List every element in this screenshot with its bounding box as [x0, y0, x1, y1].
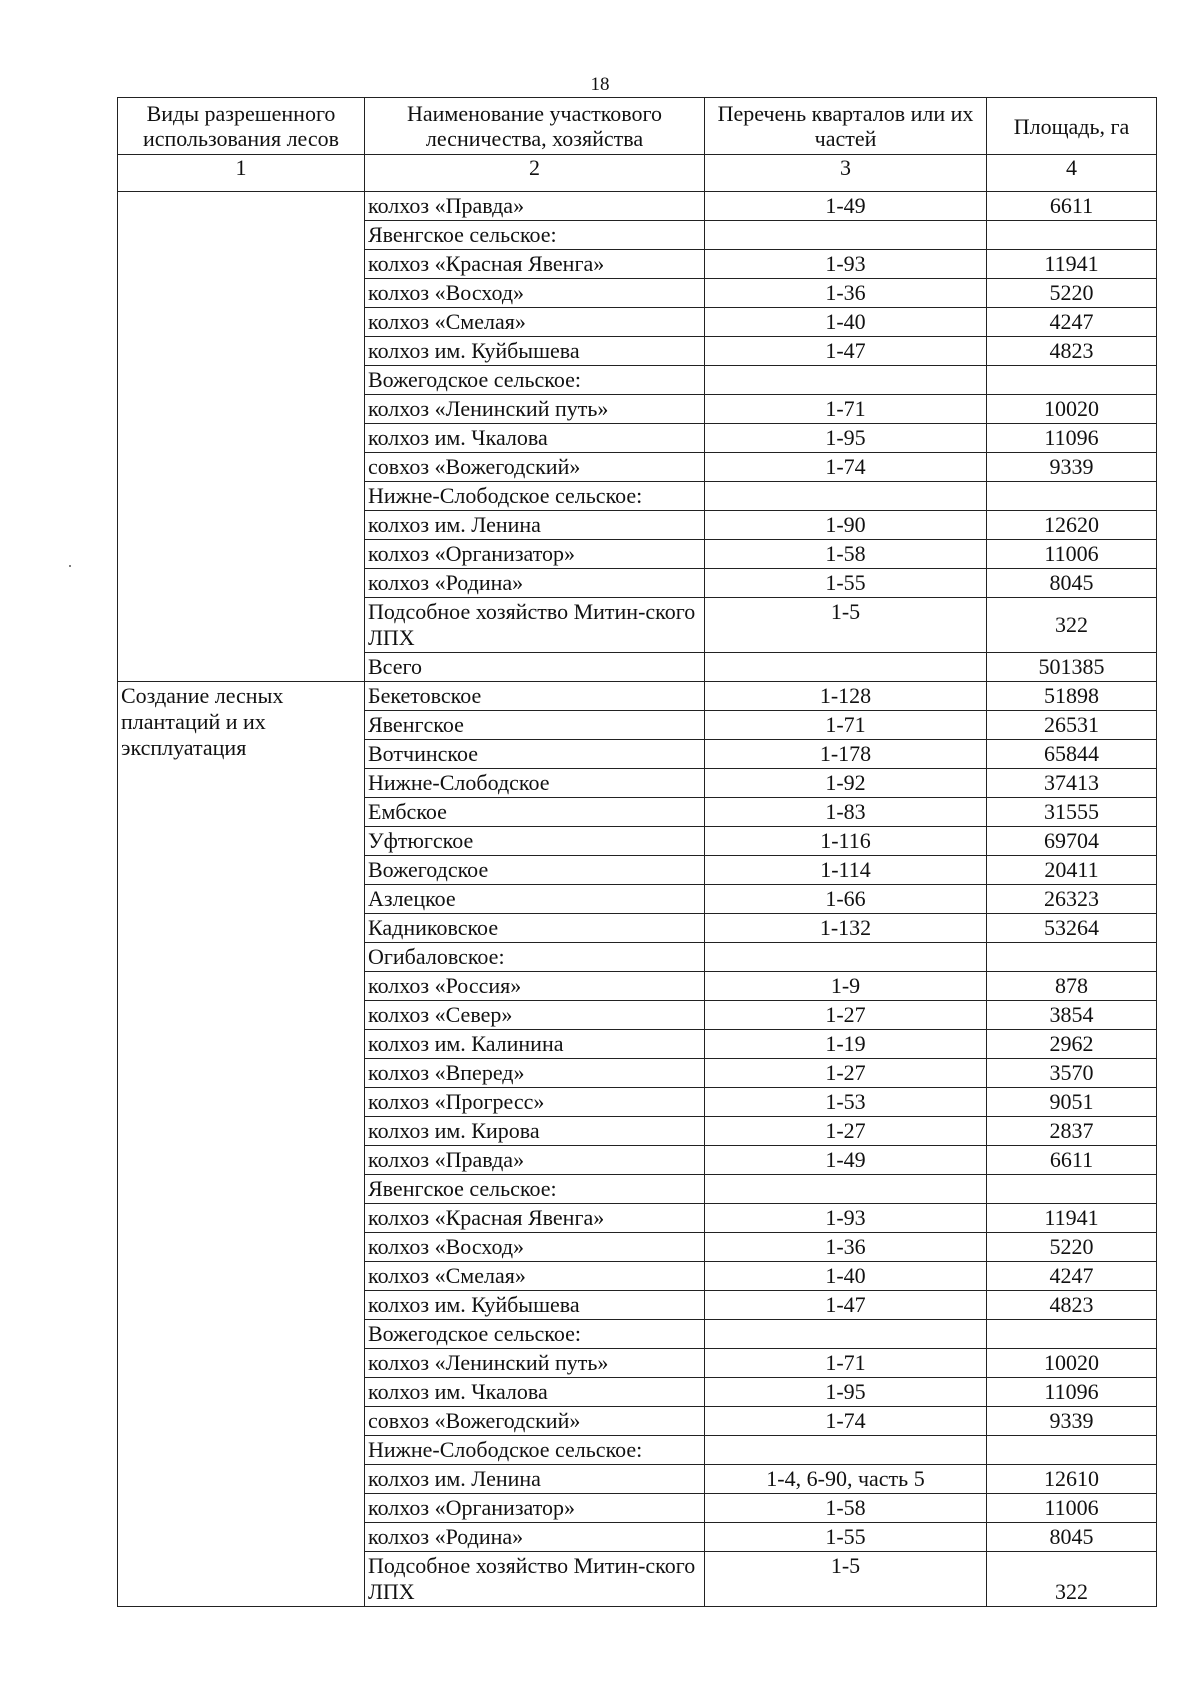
forestry-name-cell: колхоз им. Ленина [365, 511, 705, 540]
forestry-name-cell: Кадниковское [365, 914, 705, 943]
forestry-name-cell: совхоз «Вожегодский» [365, 1407, 705, 1436]
area-cell: 4247 [987, 1262, 1157, 1291]
area-cell: 69704 [987, 827, 1157, 856]
area-cell: 11006 [987, 540, 1157, 569]
forestry-name-cell: Азлецкое [365, 885, 705, 914]
quarters-cell: 1-116 [705, 827, 987, 856]
area-cell: 11006 [987, 1494, 1157, 1523]
quarters-cell: 1-5 [705, 1552, 987, 1607]
forestry-name-cell: колхоз им. Чкалова [365, 1378, 705, 1407]
area-cell: 9339 [987, 453, 1157, 482]
area-cell: 11941 [987, 1204, 1157, 1233]
quarters-cell [705, 653, 987, 682]
quarters-cell: 1-132 [705, 914, 987, 943]
area-cell: 6611 [987, 1146, 1157, 1175]
quarters-cell: 1-47 [705, 1291, 987, 1320]
quarters-cell: 1-4, 6-90, часть 5 [705, 1465, 987, 1494]
quarters-cell: 1-95 [705, 424, 987, 453]
forestry-name-cell: Подсобное хозяйство Митин-ского ЛПХ [365, 598, 705, 653]
forestry-name-cell: колхоз «Правда» [365, 192, 705, 221]
area-cell: 12610 [987, 1465, 1157, 1494]
quarters-cell: 1-27 [705, 1001, 987, 1030]
area-cell: 12620 [987, 511, 1157, 540]
forestry-name-cell: Нижне-Слободское сельское: [365, 1436, 705, 1465]
forestry-name-cell: колхоз «Правда» [365, 1146, 705, 1175]
column-number-2: 2 [365, 155, 705, 192]
area-cell [987, 1320, 1157, 1349]
quarters-cell: 1-49 [705, 1146, 987, 1175]
forestry-name-cell: колхоз «Красная Явенга» [365, 250, 705, 279]
quarters-cell: 1-92 [705, 769, 987, 798]
forestry-name-cell: Вожегодское сельское: [365, 1320, 705, 1349]
quarters-cell: 1-40 [705, 308, 987, 337]
forestry-name-cell: Вотчинское [365, 740, 705, 769]
quarters-cell: 1-36 [705, 1233, 987, 1262]
column-number-3: 3 [705, 155, 987, 192]
area-cell [987, 1175, 1157, 1204]
quarters-cell: 1-5 [705, 598, 987, 653]
area-cell: 11941 [987, 250, 1157, 279]
forestry-name-cell: колхоз «Прогресс» [365, 1088, 705, 1117]
quarters-cell: 1-90 [705, 511, 987, 540]
quarters-cell: 1-83 [705, 798, 987, 827]
quarters-cell [705, 1175, 987, 1204]
quarters-cell [705, 482, 987, 511]
forestry-name-cell: колхоз «Родина» [365, 1523, 705, 1552]
forestry-name-cell: Нижне-Слободское сельское: [365, 482, 705, 511]
quarters-cell: 1-55 [705, 1523, 987, 1552]
quarters-cell: 1-47 [705, 337, 987, 366]
forestry-name-cell: колхоз «Ленинский путь» [365, 395, 705, 424]
quarters-cell: 1-27 [705, 1117, 987, 1146]
area-cell: 53264 [987, 914, 1157, 943]
column-number-row [118, 155, 1157, 192]
area-cell: 322 [987, 598, 1157, 653]
area-cell: 5220 [987, 279, 1157, 308]
page-number: 18 [590, 74, 610, 95]
area-cell: 37413 [987, 769, 1157, 798]
forestry-name-cell: колхоз «Восход» [365, 1233, 705, 1262]
area-cell: 878 [987, 972, 1157, 1001]
quarters-cell: 1-36 [705, 279, 987, 308]
area-cell: 26323 [987, 885, 1157, 914]
quarters-cell: 1-71 [705, 395, 987, 424]
area-cell [987, 943, 1157, 972]
forestry-name-cell: Уфтюгское [365, 827, 705, 856]
quarters-cell: 1-95 [705, 1378, 987, 1407]
quarters-cell: 1-58 [705, 1494, 987, 1523]
forestry-name-cell: колхоз «Вперед» [365, 1059, 705, 1088]
forestry-name-cell: колхоз «Россия» [365, 972, 705, 1001]
quarters-cell [705, 366, 987, 395]
area-cell: 501385 [987, 653, 1157, 682]
forestry-name-cell: колхоз «Смелая» [365, 1262, 705, 1291]
area-cell: 20411 [987, 856, 1157, 885]
forestry-name-cell: Нижне-Слободское [365, 769, 705, 798]
quarters-cell: 1-71 [705, 1349, 987, 1378]
quarters-cell: 1-178 [705, 740, 987, 769]
scan-speck [69, 565, 71, 567]
area-cell: 4247 [987, 308, 1157, 337]
column-number-4: 4 [987, 155, 1157, 192]
table-body [118, 192, 1157, 1607]
quarters-cell: 1-93 [705, 250, 987, 279]
area-cell: 8045 [987, 1523, 1157, 1552]
forestry-name-cell: колхоз им. Куйбышева [365, 1291, 705, 1320]
forestry-name-cell: колхоз им. Калинина [365, 1030, 705, 1059]
forestry-name-cell: колхоз им. Ленина [365, 1465, 705, 1494]
quarters-cell: 1-40 [705, 1262, 987, 1291]
quarters-cell: 1-27 [705, 1059, 987, 1088]
header-area: Площадь, га [987, 98, 1157, 155]
area-cell: 9339 [987, 1407, 1157, 1436]
area-cell [987, 1436, 1157, 1465]
forestry-name-cell: Бекетовское [365, 682, 705, 711]
use-type-cell [118, 192, 365, 682]
quarters-cell: 1-19 [705, 1030, 987, 1059]
forestry-name-cell: колхоз «Красная Явенга» [365, 1204, 705, 1233]
area-cell: 5220 [987, 1233, 1157, 1262]
table-header [118, 98, 1157, 192]
column-number-1: 1 [118, 155, 365, 192]
forestry-name-cell: колхоз им. Куйбышева [365, 337, 705, 366]
forestry-name-cell: колхоз «Ленинский путь» [365, 1349, 705, 1378]
forestry-name-cell: Явенгское [365, 711, 705, 740]
area-cell: 3854 [987, 1001, 1157, 1030]
quarters-cell [705, 943, 987, 972]
quarters-cell: 1-9 [705, 972, 987, 1001]
forestry-name-cell: Вожегодское сельское: [365, 366, 705, 395]
area-cell: 31555 [987, 798, 1157, 827]
quarters-cell: 1-74 [705, 1407, 987, 1436]
area-cell: 10020 [987, 1349, 1157, 1378]
area-cell: 10020 [987, 395, 1157, 424]
forestry-name-cell: Явенгское сельское: [365, 221, 705, 250]
forestry-name-cell: Ембское [365, 798, 705, 827]
quarters-cell: 1-128 [705, 682, 987, 711]
forestry-name-cell: Подсобное хозяйство Митин-ского ЛПХ [365, 1552, 705, 1607]
forestry-name-cell: совхоз «Вожегодский» [365, 453, 705, 482]
area-cell: 4823 [987, 1291, 1157, 1320]
quarters-cell [705, 1436, 987, 1465]
forestry-name-cell: колхоз «Смелая» [365, 308, 705, 337]
area-cell: 322 [987, 1552, 1157, 1607]
header-forestry-name: Наименование участкового лесничества, хозяйства [365, 98, 705, 155]
quarters-cell [705, 221, 987, 250]
area-cell: 11096 [987, 1378, 1157, 1407]
area-cell: 11096 [987, 424, 1157, 453]
area-cell: 6611 [987, 192, 1157, 221]
quarters-cell: 1-71 [705, 711, 987, 740]
forest-use-table [117, 97, 1157, 1607]
forestry-name-cell: колхоз «Восход» [365, 279, 705, 308]
quarters-cell: 1-53 [705, 1088, 987, 1117]
area-cell: 2962 [987, 1030, 1157, 1059]
forestry-name-cell: Вожегодское [365, 856, 705, 885]
area-cell: 51898 [987, 682, 1157, 711]
forestry-name-cell: колхоз им. Кирова [365, 1117, 705, 1146]
forestry-name-cell: колхоз «Организатор» [365, 540, 705, 569]
forestry-name-cell: колхоз «Север» [365, 1001, 705, 1030]
area-cell [987, 366, 1157, 395]
forestry-name-cell: колхоз им. Чкалова [365, 424, 705, 453]
quarters-cell: 1-93 [705, 1204, 987, 1233]
use-type-cell: Создание лесных плантаций и их эксплуатация [118, 682, 365, 1607]
table-row [118, 682, 1157, 711]
area-cell: 4823 [987, 337, 1157, 366]
forestry-name-cell: Огибаловское: [365, 943, 705, 972]
quarters-cell: 1-66 [705, 885, 987, 914]
quarters-cell: 1-58 [705, 540, 987, 569]
table-row [118, 192, 1157, 221]
area-cell: 2837 [987, 1117, 1157, 1146]
quarters-cell: 1-74 [705, 453, 987, 482]
quarters-cell [705, 1320, 987, 1349]
forestry-name-cell: колхоз «Организатор» [365, 1494, 705, 1523]
header-quarters: Перечень кварталов или их частей [705, 98, 987, 155]
quarters-cell: 1-55 [705, 569, 987, 598]
forestry-name-cell: Явенгское сельское: [365, 1175, 705, 1204]
header-use-type: Виды разрешенного использования лесов [118, 98, 365, 155]
quarters-cell: 1-114 [705, 856, 987, 885]
forestry-name-cell: Всего [365, 653, 705, 682]
area-cell [987, 221, 1157, 250]
quarters-cell: 1-49 [705, 192, 987, 221]
area-cell: 9051 [987, 1088, 1157, 1117]
forestry-name-cell: колхоз «Родина» [365, 569, 705, 598]
area-cell: 65844 [987, 740, 1157, 769]
area-cell: 26531 [987, 711, 1157, 740]
area-cell: 3570 [987, 1059, 1157, 1088]
area-cell [987, 482, 1157, 511]
area-cell: 8045 [987, 569, 1157, 598]
